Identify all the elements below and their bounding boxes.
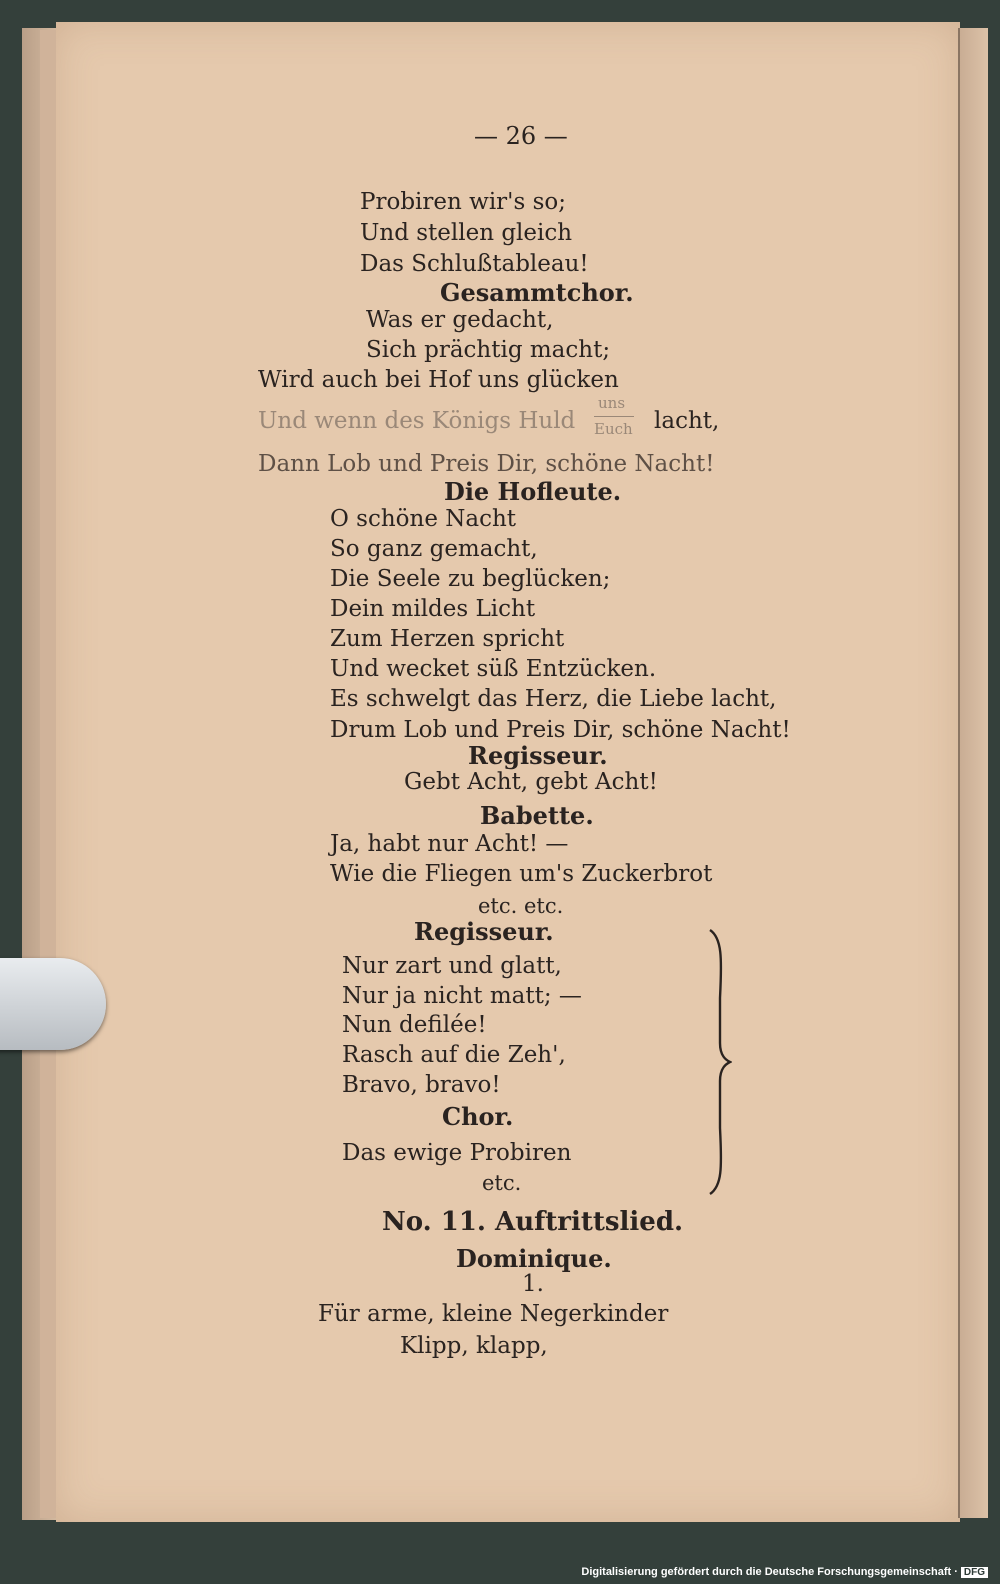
text-line: O schöne Nacht: [330, 506, 517, 532]
text-line: Und wecket süß Entzücken.: [330, 656, 657, 682]
gutter-line: [958, 28, 960, 1518]
text-line: Dein mildes Licht: [330, 596, 536, 622]
text-line: Die Seele zu beglücken;: [330, 566, 611, 592]
text-line: lacht,: [654, 408, 720, 434]
facing-page-edge: [960, 28, 988, 1518]
text-line: Und stellen gleich: [360, 220, 573, 246]
text-line: Nur ja nicht matt; —: [342, 983, 582, 1009]
curly-brace: [708, 928, 732, 1196]
text-line: Das ewige Probiren: [342, 1140, 572, 1166]
speaker-heading: Dominique.: [456, 1244, 612, 1273]
text-line: Für arme, kleine Negerkinder: [318, 1301, 669, 1327]
fraction-bar: [594, 416, 634, 417]
verse-number: 1.: [522, 1271, 544, 1297]
speaker-heading: Babette.: [480, 801, 594, 830]
speaker-heading: Regisseur.: [414, 917, 554, 946]
text-line-faded: Und wenn des Königs Huld: [258, 408, 576, 434]
text-line: Probiren wir's so;: [360, 189, 567, 215]
speaker-heading: Gesammtchor.: [440, 278, 634, 307]
text-line: Das Schlußtableau!: [360, 251, 589, 277]
credit-text: Digitalisierung gefördert durch die Deutsche Forschungsgemeinschaft ·: [581, 1566, 958, 1578]
speaker-heading: Regisseur.: [468, 741, 608, 770]
text-line: Klipp, klapp,: [400, 1333, 548, 1359]
fraction-top: uns: [598, 394, 626, 412]
digitization-credit: [581, 1566, 988, 1578]
text-line: Wie die Fliegen um's Zuckerbrot: [330, 861, 713, 887]
section-heading: No. 11. Auftrittslied.: [382, 1207, 684, 1237]
text-line: Dann Lob und Preis Dir, schöne Nacht!: [258, 451, 715, 477]
text-line: Was er gedacht,: [366, 307, 554, 333]
text-line: Bravo, bravo!: [342, 1072, 501, 1098]
fraction-bottom: Euch: [594, 420, 633, 438]
text-line: Rasch auf die Zeh',: [342, 1042, 566, 1068]
dfg-logo: DFG: [961, 1567, 988, 1578]
text-line: Es schwelgt das Herz, die Liebe lacht,: [330, 686, 777, 712]
text-line: Sich prächtig macht;: [366, 337, 611, 363]
text-line: Wird auch bei Hof uns glücken: [258, 367, 619, 393]
page-clip-tab: [0, 958, 106, 1050]
speaker-heading: Die Hofleute.: [444, 477, 622, 506]
text-line: Nun defilée!: [342, 1012, 487, 1038]
text-line: Nur zart und glatt,: [342, 953, 562, 979]
text-line: So ganz gemacht,: [330, 536, 538, 562]
text-line: Ja, habt nur Acht! —: [330, 831, 569, 857]
text-line: etc. etc.: [478, 894, 564, 918]
text-line: Gebt Acht, gebt Acht!: [404, 769, 658, 795]
text-line: Zum Herzen spricht: [330, 626, 565, 652]
text-line: etc.: [482, 1171, 522, 1195]
text-line: Drum Lob und Preis Dir, schöne Nacht!: [330, 717, 791, 743]
speaker-heading: Chor.: [442, 1102, 514, 1131]
page-number: — 26 —: [474, 122, 568, 150]
